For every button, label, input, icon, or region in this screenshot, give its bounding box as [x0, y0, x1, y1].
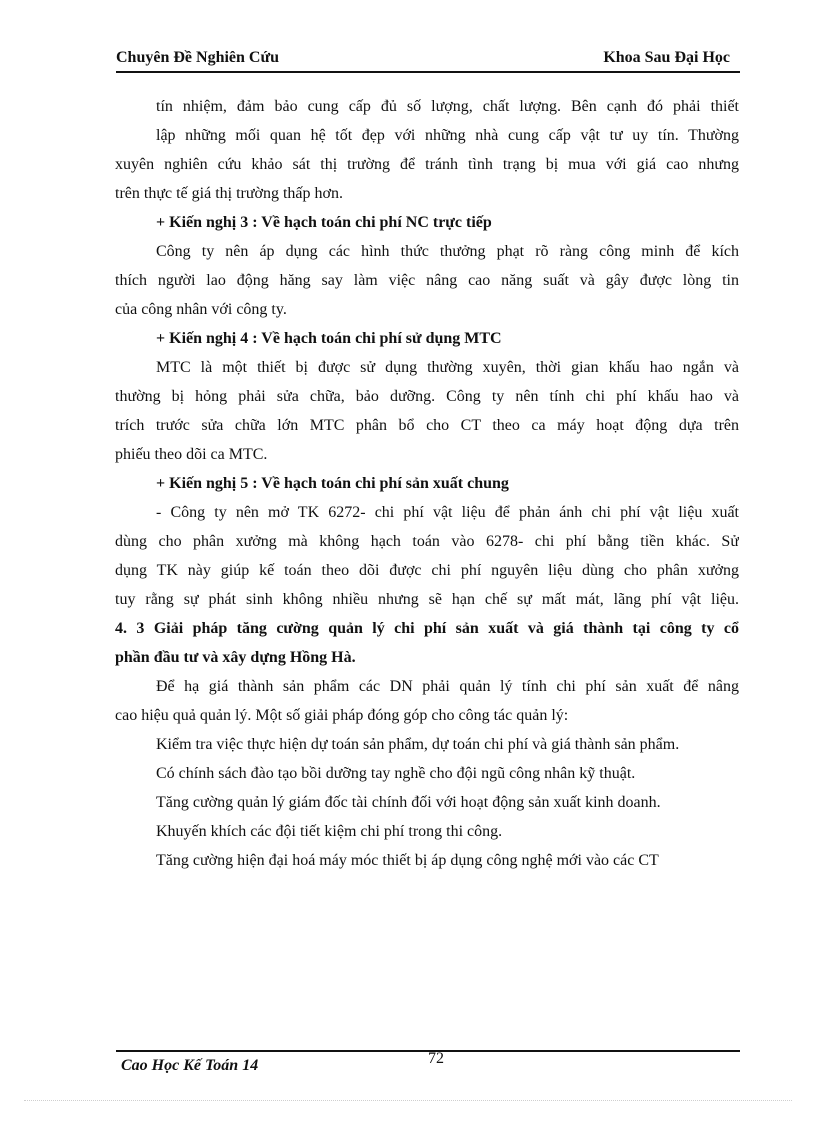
- page-number: 72: [428, 1050, 444, 1067]
- paragraph-line: thích người lao động hăng say làm việc nâng cao năng suất và gây được lòng tin: [115, 272, 739, 289]
- bottom-dotted-rule: [24, 1100, 792, 1101]
- paragraph-line: thường bị hỏng phải sửa chữa, bảo dưỡng. Công ty nên tính chi phí khấu hao và: [115, 388, 739, 405]
- paragraph-line: phiếu theo dõi ca MTC.: [115, 446, 268, 463]
- recommendation-heading-5: + Kiến nghị 5 : Về hạch toán chi phí sản xuất chung: [156, 475, 509, 492]
- paragraph-line: Công ty nên áp dụng các hình thức thưởng phạt rõ ràng công minh để kích: [156, 243, 739, 260]
- section-heading: phần đầu tư và xây dựng Hồng Hà.: [115, 649, 356, 666]
- paragraph-line: lập những mối quan hệ tốt đẹp với những nhà cung cấp vật tư uy tín. Thường: [156, 127, 739, 144]
- section-heading: 4. 3 Giải pháp tăng cường quản lý chi phí sản xuất và giá thành tại công ty cổ: [115, 620, 739, 637]
- paragraph-line: tín nhiệm, đảm bảo cung cấp đủ số lượng, chất lượng. Bên cạnh đó phải thiết: [156, 98, 739, 115]
- list-item: Có chính sách đào tạo bồi dưỡng tay nghề cho đội ngũ công nhân kỹ thuật.: [156, 765, 636, 782]
- list-item: Kiểm tra việc thực hiện dự toán sản phẩm, dự toán chi phí và giá thành sản phẩm.: [156, 736, 680, 753]
- paragraph-line: dùng cho phân xưởng mà không hạch toán vào 6278- chi phí bằng tiền khác. Sử: [115, 533, 739, 550]
- recommendation-heading-4: + Kiến nghị 4 : Về hạch toán chi phí sử dụng MTC: [156, 330, 502, 347]
- paragraph-line: xuyên nghiên cứu khảo sát thị trường để tránh tình trạng bị mua với giá cao nhưng: [115, 156, 739, 173]
- page-header: [116, 47, 740, 73]
- recommendation-heading-3: + Kiến nghị 3 : Về hạch toán chi phí NC trực tiếp: [156, 214, 492, 231]
- document-body: [115, 92, 739, 875]
- paragraph-line: MTC là một thiết bị được sử dụng thường xuyên, thời gian khấu hao ngắn và: [156, 359, 739, 376]
- paragraph-line: trích trước sửa chữa lớn MTC phân bổ cho CT theo ca máy hoạt động dựa trên: [115, 417, 739, 434]
- page-footer: [116, 1050, 740, 1082]
- list-item: Khuyến khích các đội tiết kiệm chi phí trong thi công.: [156, 823, 503, 840]
- footer-left-title: Cao Học Kế Toán 14: [121, 1057, 259, 1074]
- list-item: Tăng cường quản lý giám đốc tài chính đối với hoạt động sản xuất kinh doanh.: [156, 794, 661, 811]
- paragraph-line: - Công ty nên mở TK 6272- chi phí vật liệu để phản ánh chi phí vật liệu xuất: [156, 504, 739, 521]
- header-right-title: Khoa Sau Đại Học: [603, 49, 730, 66]
- paragraph-line: tuy rằng sự phát sinh không nhiều nhưng sẽ hạn chế sự mất mát, lãng phí vật liệu.: [115, 591, 739, 608]
- header-left-title: Chuyên Đề Nghiên Cứu: [116, 49, 279, 66]
- paragraph-line: trên thực tế giá thị trường thấp hơn.: [115, 185, 343, 202]
- paragraph-line: dụng TK này giúp kế toán theo dõi được chi phí nguyên liệu dùng cho phân xưởng: [115, 562, 739, 579]
- paragraph-line: cao hiệu quả quản lý. Một số giải pháp đóng góp cho công tác quản lý:: [115, 707, 569, 724]
- paragraph-line: của công nhân với công ty.: [115, 301, 287, 318]
- paragraph-line: Để hạ giá thành sản phẩm các DN phải quản lý tính chi phí sản xuất để nâng: [156, 678, 739, 695]
- list-item: Tăng cường hiện đại hoá máy móc thiết bị áp dụng công nghệ mới vào các CT: [156, 852, 659, 869]
